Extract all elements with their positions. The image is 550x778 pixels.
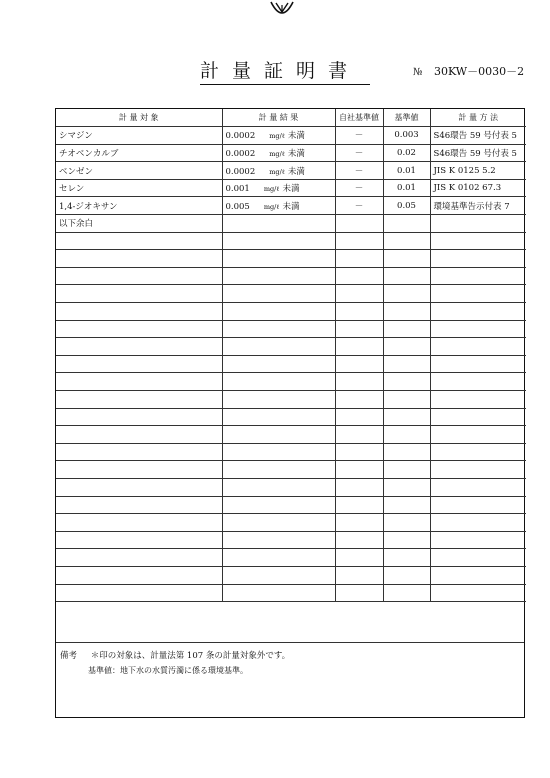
cell-result: [222, 144, 335, 162]
cell-method: [430, 215, 526, 233]
empty-row: [56, 478, 526, 496]
empty-cell: [56, 478, 222, 496]
empty-cell: [383, 232, 430, 250]
empty-row: [56, 373, 526, 391]
empty-cell: [430, 549, 526, 567]
empty-cell: [430, 566, 526, 584]
empty-row: [56, 549, 526, 567]
empty-cell: [222, 391, 335, 409]
result-value: 0.001: [225, 184, 250, 195]
empty-cell: [430, 355, 526, 373]
result-value: 0.005: [225, 201, 250, 212]
cell-standard: 0.05: [383, 197, 430, 215]
empty-row: [56, 443, 526, 461]
empty-row: [56, 391, 526, 409]
empty-cell: [383, 549, 430, 567]
table-row: [56, 162, 526, 180]
measurement-table: [56, 109, 526, 602]
empty-cell: [383, 496, 430, 514]
empty-row: [56, 426, 526, 444]
number-value: 30KW－0030－2: [433, 65, 525, 78]
empty-cell: [335, 232, 383, 250]
empty-row: [56, 338, 526, 356]
empty-cell: [430, 478, 526, 496]
empty-row: [56, 267, 526, 285]
empty-cell: [335, 320, 383, 338]
empty-cell: [56, 549, 222, 567]
empty-cell: [430, 514, 526, 532]
empty-row: [56, 232, 526, 250]
empty-cell: [56, 496, 222, 514]
header-result: 計 量 結 果: [222, 109, 335, 127]
empty-cell: [222, 355, 335, 373]
cell-method: JIS K 0102 67.3: [430, 179, 526, 197]
cell-result: [222, 162, 335, 180]
cell-result: [222, 197, 335, 215]
cell-standard: 0.003: [383, 127, 430, 145]
cell-standard: 0.01: [383, 162, 430, 180]
empty-cell: [56, 373, 222, 391]
document-number: [413, 63, 524, 79]
empty-cell: [56, 232, 222, 250]
empty-cell: [383, 391, 430, 409]
table-row: [56, 197, 526, 215]
empty-cell: [335, 478, 383, 496]
table-row: [56, 127, 526, 145]
empty-cell: [335, 549, 383, 567]
empty-row: [56, 584, 526, 602]
table-row: [56, 144, 526, 162]
cell-target: ベンゼン: [56, 162, 222, 180]
empty-cell: [56, 461, 222, 479]
empty-cell: [383, 267, 430, 285]
empty-cell: [222, 408, 335, 426]
empty-cell: [430, 461, 526, 479]
empty-cell: [383, 531, 430, 549]
cell-standard: [383, 215, 430, 233]
empty-cell: [335, 391, 383, 409]
empty-cell: [222, 566, 335, 584]
result-unit: mg/ℓ: [263, 202, 280, 211]
remarks-text-1: ＊印の対象は、計量法第 107 条の計量対象外です。: [90, 651, 291, 661]
empty-cell: [56, 443, 222, 461]
result-value: 0.0002: [225, 166, 256, 177]
cell-own-standard: －: [335, 197, 383, 215]
result-qualifier: 未満: [282, 201, 300, 212]
cell-result: [222, 127, 335, 145]
empty-cell: [335, 338, 383, 356]
empty-cell: [430, 391, 526, 409]
result-unit: mg/ℓ: [269, 149, 285, 158]
empty-cell: [335, 496, 383, 514]
empty-row: [56, 514, 526, 532]
empty-cell: [430, 285, 526, 303]
remarks-line-1: [60, 649, 520, 661]
empty-cell: [56, 355, 222, 373]
cell-own-standard: －: [335, 162, 383, 180]
empty-cell: [383, 285, 430, 303]
empty-cell: [383, 303, 430, 321]
cell-standard: 0.01: [383, 179, 430, 197]
empty-row: [56, 408, 526, 426]
empty-cell: [335, 285, 383, 303]
empty-cell: [430, 426, 526, 444]
empty-row: [56, 355, 526, 373]
empty-cell: [335, 426, 383, 444]
empty-cell: [222, 267, 335, 285]
empty-cell: [383, 461, 430, 479]
empty-cell: [56, 285, 222, 303]
empty-cell: [222, 250, 335, 268]
number-label: №: [413, 67, 423, 78]
result-value: 0.0002: [225, 148, 256, 159]
cell-method: S46環告 59 号付表 5: [430, 144, 526, 162]
empty-cell: [56, 391, 222, 409]
cell-own-standard: －: [335, 179, 383, 197]
empty-cell: [222, 303, 335, 321]
empty-cell: [383, 514, 430, 532]
empty-cell: [335, 355, 383, 373]
header-standard: 基準値: [383, 109, 430, 127]
header-target: 計 量 対 象: [56, 109, 222, 127]
empty-cell: [430, 320, 526, 338]
table-header-row: [56, 109, 526, 127]
empty-cell: [335, 566, 383, 584]
header-own-standard: 自社基準値: [335, 109, 383, 127]
empty-row: [56, 496, 526, 514]
empty-cell: [335, 531, 383, 549]
cell-result: [222, 179, 335, 197]
empty-cell: [335, 443, 383, 461]
empty-cell: [383, 373, 430, 391]
empty-cell: [56, 514, 222, 532]
table-row: [56, 179, 526, 197]
empty-row: [56, 285, 526, 303]
empty-cell: [335, 373, 383, 391]
empty-cell: [222, 426, 335, 444]
table-body: [56, 127, 526, 602]
empty-cell: [222, 584, 335, 602]
cell-own-standard: －: [335, 127, 383, 145]
empty-cell: [335, 267, 383, 285]
empty-cell: [383, 584, 430, 602]
empty-cell: [222, 338, 335, 356]
result-qualifier: 未満: [287, 131, 305, 142]
empty-cell: [222, 232, 335, 250]
empty-cell: [222, 531, 335, 549]
cell-target: シマジン: [56, 127, 222, 145]
table-row: [56, 215, 526, 233]
empty-cell: [383, 566, 430, 584]
cell-target: チオベンカルブ: [56, 144, 222, 162]
empty-cell: [222, 549, 335, 567]
empty-row: [56, 566, 526, 584]
empty-cell: [222, 496, 335, 514]
empty-cell: [56, 320, 222, 338]
empty-cell: [383, 478, 430, 496]
empty-cell: [56, 584, 222, 602]
cell-standard: 0.02: [383, 144, 430, 162]
result-value: 0.0002: [225, 131, 256, 142]
empty-cell: [56, 250, 222, 268]
empty-cell: [335, 408, 383, 426]
empty-cell: [430, 232, 526, 250]
result-qualifier: 未満: [282, 184, 300, 195]
empty-cell: [430, 584, 526, 602]
result-unit: mg/ℓ: [269, 132, 285, 141]
empty-cell: [383, 355, 430, 373]
empty-cell: [383, 443, 430, 461]
cell-target: 1,4-ジオキサン: [56, 197, 222, 215]
empty-cell: [430, 267, 526, 285]
empty-row: [56, 303, 526, 321]
empty-cell: [430, 373, 526, 391]
cell-method: 環境基準告示付表 7: [430, 197, 526, 215]
empty-cell: [430, 338, 526, 356]
empty-row: [56, 531, 526, 549]
empty-cell: [430, 303, 526, 321]
empty-cell: [56, 303, 222, 321]
empty-cell: [430, 250, 526, 268]
cell-target: セレン: [56, 179, 222, 197]
empty-cell: [222, 285, 335, 303]
empty-cell: [222, 514, 335, 532]
empty-row: [56, 320, 526, 338]
empty-cell: [335, 584, 383, 602]
cell-method: JIS K 0125 5.2: [430, 162, 526, 180]
empty-cell: [383, 250, 430, 268]
empty-cell: [430, 408, 526, 426]
cell-target: 以下余白: [56, 215, 222, 233]
cell-result: [222, 215, 335, 233]
certificate-sheet: [55, 108, 525, 718]
empty-cell: [56, 338, 222, 356]
cell-own-standard: －: [335, 144, 383, 162]
empty-row: [56, 250, 526, 268]
empty-cell: [383, 408, 430, 426]
empty-cell: [430, 496, 526, 514]
empty-cell: [222, 373, 335, 391]
empty-cell: [430, 531, 526, 549]
document-title: 計量証明書: [200, 56, 370, 85]
result-qualifier: 未満: [287, 148, 305, 159]
empty-row: [56, 461, 526, 479]
cell-own-standard: [335, 215, 383, 233]
empty-cell: [383, 426, 430, 444]
empty-cell: [222, 478, 335, 496]
result-unit: mg/ℓ: [269, 167, 285, 176]
empty-cell: [430, 443, 526, 461]
remarks-section: [56, 642, 524, 717]
remarks-text-2: 基準値：地下水の水質汚濁に係る環境基準。: [88, 666, 248, 675]
header-method: 計 量 方 法: [430, 109, 526, 127]
cell-method: S46環告 59 号付表 5: [430, 127, 526, 145]
empty-cell: [56, 426, 222, 444]
empty-cell: [383, 320, 430, 338]
result-qualifier: 未満: [287, 166, 305, 177]
remarks-label: 備考: [60, 651, 78, 661]
empty-cell: [335, 303, 383, 321]
empty-cell: [222, 443, 335, 461]
empty-cell: [335, 461, 383, 479]
empty-cell: [56, 531, 222, 549]
empty-cell: [56, 408, 222, 426]
empty-cell: [383, 338, 430, 356]
empty-cell: [222, 461, 335, 479]
empty-cell: [56, 566, 222, 584]
result-unit: mg/ℓ: [263, 185, 280, 194]
empty-cell: [222, 320, 335, 338]
logo-emblem-icon: [267, 0, 297, 20]
empty-cell: [335, 250, 383, 268]
empty-cell: [56, 267, 222, 285]
empty-cell: [335, 514, 383, 532]
